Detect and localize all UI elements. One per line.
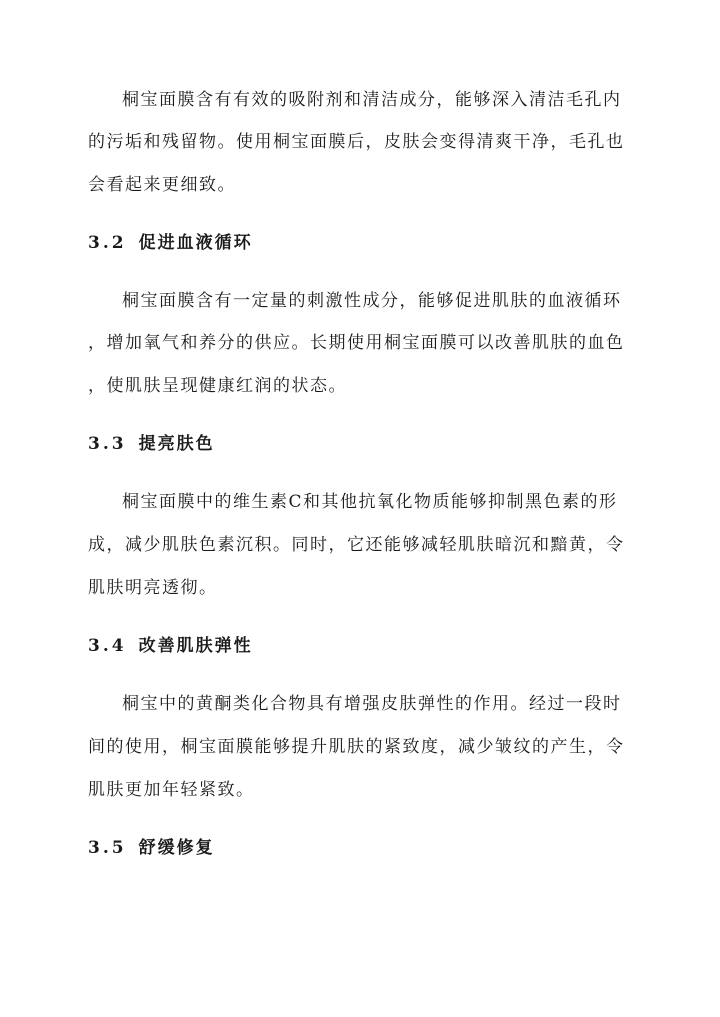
section-heading-3-2 xyxy=(88,231,253,255)
section-heading-3-4 xyxy=(88,634,253,658)
paragraph-line: 桐宝面膜中的维生素C和其他抗氧化物质能够抑制黑色素的形 xyxy=(122,492,618,512)
paragraph-line: 间的使用，桐宝面膜能够提升肌肤的紧致度，减少皱纹的产生，令 xyxy=(88,737,625,757)
section-number: 3.4 xyxy=(88,636,127,656)
section-number: 3.3 xyxy=(88,434,127,454)
paragraph-line: 桐宝面膜含有一定量的刺激性成分，能够促进肌肤的血液循环 xyxy=(122,291,622,311)
paragraph-line: 肌肤明亮透彻。 xyxy=(88,578,218,598)
section-title: 舒缓修复 xyxy=(138,838,215,858)
paragraph-line: ，增加氧气和养分的供应。长期使用桐宝面膜可以改善肌肤的血色 xyxy=(88,333,625,353)
paragraph-line: 成，减少肌肤色素沉积。同时，它还能够减轻肌肤暗沉和黯黄，令 xyxy=(88,535,625,555)
paragraph-line: 肌肤更加年轻紧致。 xyxy=(88,780,255,800)
paragraph-line: ，使肌肤呈现健康红润的状态。 xyxy=(88,376,347,396)
section-heading-3-3 xyxy=(88,432,215,456)
section-number: 3.2 xyxy=(88,233,127,253)
section-number: 3.5 xyxy=(88,838,127,858)
section-title: 促进血液循环 xyxy=(138,233,253,253)
section-title: 改善肌肤弹性 xyxy=(138,636,253,656)
section-title: 提亮肤色 xyxy=(138,434,215,454)
paragraph-line: 桐宝中的黄酮类化合物具有增强皮肤弹性的作用。经过一段时 xyxy=(122,694,622,714)
paragraph-line: 的污垢和残留物。使用桐宝面膜后，皮肤会变得清爽干净，毛孔也 xyxy=(88,132,625,152)
paragraph-line: 会看起来更细致。 xyxy=(88,175,236,195)
paragraph-line: 桐宝面膜含有有效的吸附剂和清洁成分，能够深入清洁毛孔内 xyxy=(122,90,622,110)
section-heading-3-5 xyxy=(88,836,215,860)
